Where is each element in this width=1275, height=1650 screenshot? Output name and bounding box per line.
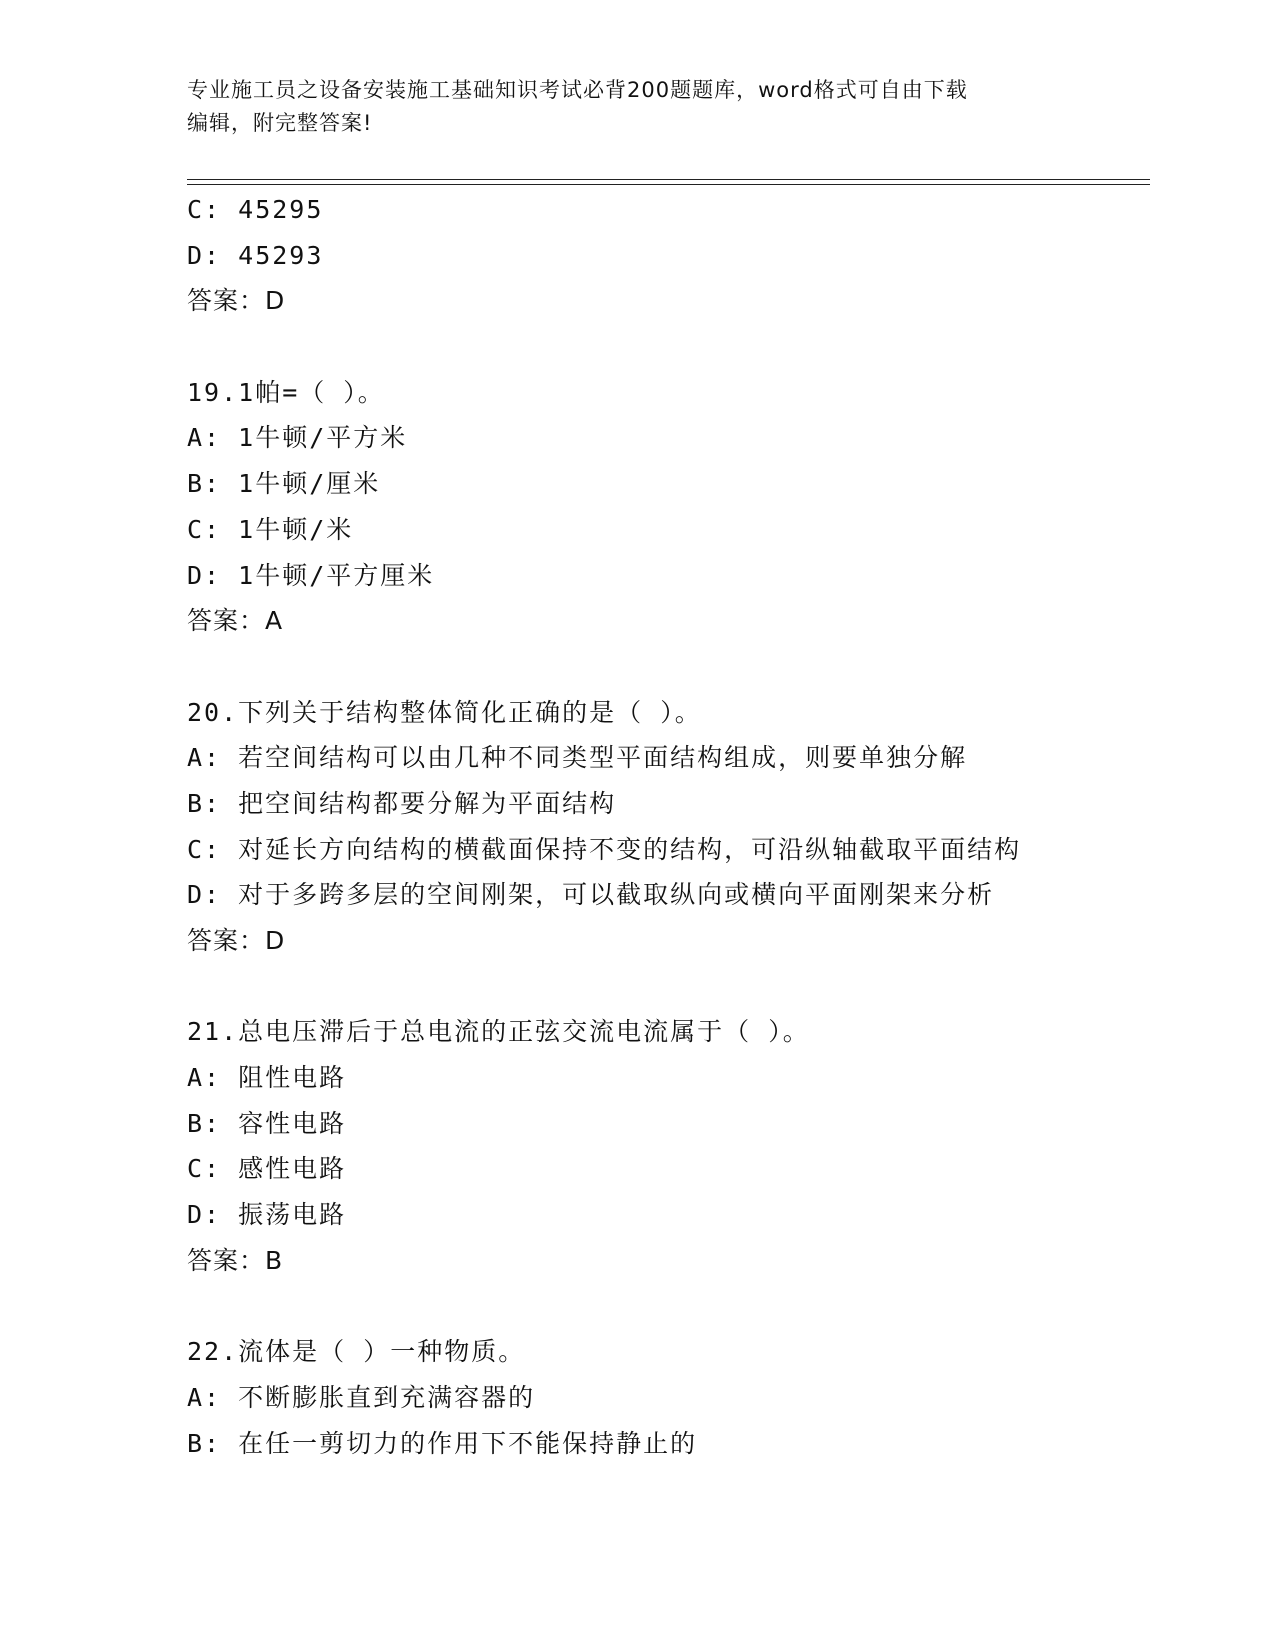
document-header bbox=[187, 74, 1087, 140]
option-b: B: 容性电路 bbox=[187, 1108, 347, 1138]
header-divider-top bbox=[187, 179, 1150, 180]
header-title-line-2: 编辑，附完整答案! bbox=[187, 111, 373, 135]
question-stem: 20.下列关于结构整体简化正确的是（ ）。 bbox=[187, 697, 702, 727]
option-a: A: 不断膨胀直到充满容器的 bbox=[187, 1382, 536, 1412]
spacer bbox=[187, 964, 1147, 1010]
option-d: D: 振荡电路 bbox=[187, 1200, 347, 1230]
question-stem: 21.总电压滞后于总电流的正弦交流电流属于（ ）。 bbox=[187, 1017, 810, 1047]
question-block-20 bbox=[187, 690, 1147, 964]
option-a: A: 阻性电路 bbox=[187, 1063, 347, 1093]
question-block-18 bbox=[187, 187, 1147, 324]
option-c: C: 45295 bbox=[187, 195, 324, 224]
option-a: A: 1牛顿/平方米 bbox=[187, 423, 408, 453]
option-c: C: 感性电路 bbox=[187, 1154, 347, 1184]
option-c: C: 1牛顿/米 bbox=[187, 514, 354, 544]
question-block-22 bbox=[187, 1329, 1147, 1466]
question-block-19 bbox=[187, 370, 1147, 644]
answer-line: 答案：D bbox=[187, 286, 286, 316]
spacer bbox=[187, 324, 1147, 370]
header-title-line-1: 专业施工员之设备安装施工基础知识考试必背200题题库，word格式可自由下载 bbox=[187, 78, 968, 102]
option-d: D: 对于多跨多层的空间刚架，可以截取纵向或横向平面刚架来分析 bbox=[187, 880, 995, 910]
header-divider-bottom bbox=[187, 184, 1150, 185]
option-b: B: 在任一剪切力的作用下不能保持静止的 bbox=[187, 1428, 698, 1458]
answer-line: 答案：A bbox=[187, 606, 284, 636]
spacer bbox=[187, 644, 1147, 690]
question-stem: 19.1帕=（ ）。 bbox=[187, 377, 385, 407]
option-a: A: 若空间结构可以由几种不同类型平面结构组成，则要单独分解 bbox=[187, 743, 968, 773]
question-stem: 22.流体是（ ）一种物质。 bbox=[187, 1337, 526, 1367]
spacer bbox=[187, 1284, 1147, 1330]
option-c: C: 对延长方向结构的横截面保持不变的结构，可沿纵轴截取平面结构 bbox=[187, 834, 1022, 864]
option-d: D: 1牛顿/平方厘米 bbox=[187, 560, 435, 590]
question-block-21 bbox=[187, 1009, 1147, 1283]
answer-line: 答案：B bbox=[187, 1245, 284, 1275]
option-d: D: 45293 bbox=[187, 240, 324, 270]
option-b: B: 1牛顿/厘米 bbox=[187, 469, 381, 499]
question-list bbox=[187, 187, 1147, 1466]
option-b: B: 把空间结构都要分解为平面结构 bbox=[187, 788, 617, 818]
answer-line: 答案：D bbox=[187, 926, 286, 955]
